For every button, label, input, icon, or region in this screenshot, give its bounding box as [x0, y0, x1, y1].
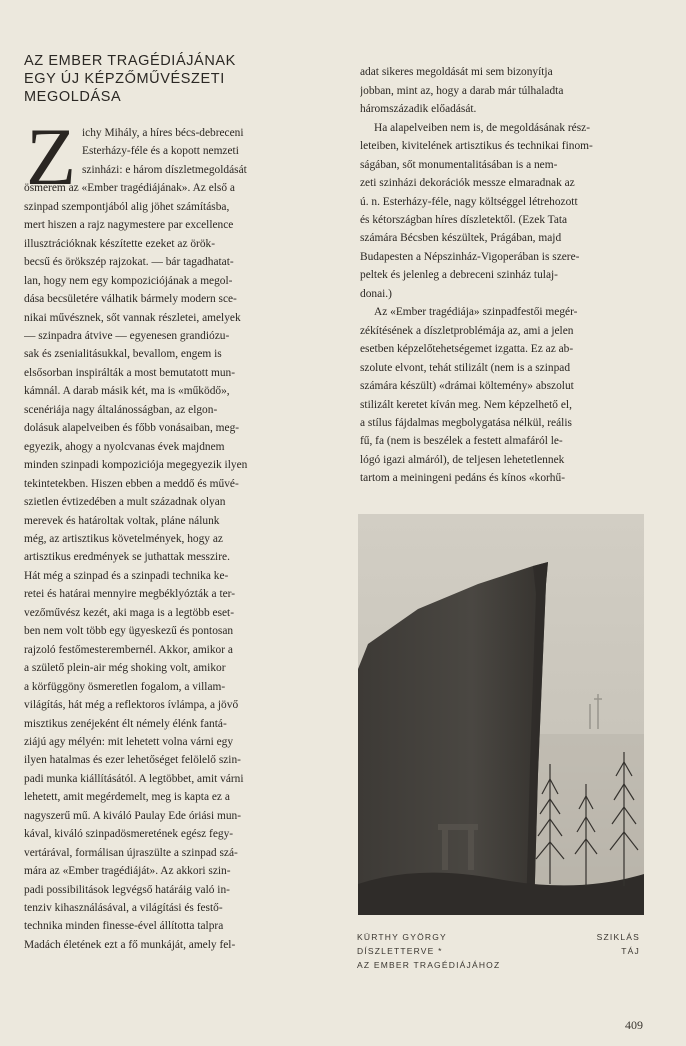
illustration-rocky-landscape: [358, 514, 644, 915]
text-line: még, az artisztikus követelmények, hogy az: [24, 532, 223, 545]
text-line: tekintetekben. Hiszen ebben a meddő és művé-: [24, 477, 239, 490]
text-line: adat sikeres megoldását mi sem bizonyítja: [360, 66, 553, 79]
text-line: ú. n. Esterházy-féle, nagy költséggel létrehozott: [360, 195, 578, 208]
text-line: scenériája nagy általánosságban, az elgon-: [24, 403, 218, 416]
text-line: rajzoló festőmesterembernél. Akkor, amikor a: [24, 643, 233, 656]
text-line: tartom a meiningeni pedáns és kínos «korhű-: [360, 472, 565, 485]
right-column-text: [360, 63, 645, 487]
drop-cap: Z: [26, 111, 77, 202]
text-line: leteiben, kivitelének artisztikus és technikai finom-: [360, 140, 593, 153]
text-line: donai.): [360, 287, 392, 300]
text-line: a körfüggöny ösmeretlen fogalom, a villam-: [24, 680, 226, 693]
text-line: dása becsületére válhatik bármely modern sce-: [24, 293, 237, 306]
text-line: padi possibilitások legvégső határáig való in-: [24, 883, 230, 896]
article-title: [24, 52, 322, 106]
text-line: ichy Mihály, a híres bécs-debreceni: [82, 127, 244, 139]
text-line: Az «Ember tragédiája» szinpadfestői megér-: [374, 306, 578, 319]
text-line: lan, hogy nem egy kompoziciójának a megol-: [24, 274, 233, 287]
text-line: világítás, hát még a reflektoros ívlámpa, a jövő: [24, 699, 239, 712]
text-line: fű, fa (nem is beszélek a festett almafáról le-: [360, 435, 563, 448]
text-line: ziájú agy mélyén: mit lehetett volna várni egy: [24, 735, 234, 748]
text-line: Madách életének ezt a fő munkáját, amely fel-: [24, 938, 236, 951]
caption-line: TÁJ: [621, 946, 640, 956]
caption-line: KÜRTHY GYÖRGY: [357, 932, 447, 942]
caption-line: SZIKLÁS: [596, 932, 640, 942]
caption-line: DÍSZLETTERVE *: [357, 946, 443, 956]
title-line: MEGOLDÁSA: [24, 89, 122, 105]
text-line: kámnál. A darab másik két, ma is «működő»,: [24, 385, 230, 398]
text-line: szinpad szempontjából alig jöhet számításba,: [24, 200, 230, 213]
text-line: elsősorban inspirálták a most bemutatott mun-: [24, 366, 236, 379]
text-line: Budapesten a Népszinház-Vigoperában is szere-: [360, 250, 580, 263]
text-line: retei és határai mennyire megbéklyózták a ter-: [24, 588, 236, 601]
text-line: a stílus fájdalmas megbolygatása nélkül, reális: [360, 417, 572, 429]
text-line: jobban, mint az, hogy a darab már túlhaladta: [360, 84, 564, 97]
text-line: háromszázadik előadását.: [360, 103, 477, 116]
text-line: peltek és jelenleg a debreceni szinház tulaj-: [360, 269, 558, 282]
text-line: illusztrációknak készítette ezeket az örök-: [24, 237, 216, 250]
text-line: — szinpadra átvive — egyenesen grandiózu-: [24, 329, 230, 342]
stage-design-drawing: [358, 514, 644, 915]
text-line: Esterházy-féle és a kopott nemzeti: [82, 145, 239, 158]
text-line: számára készült) «drámai költemény» abszolut: [360, 380, 574, 393]
text-line: szinházi: e három díszletmegoldását: [82, 163, 247, 176]
text-line: mert hiszen a rajz nagymestere par excellence: [24, 219, 234, 232]
text-line: misztikus zenéjeként élt némely élénk fantá-: [24, 717, 227, 730]
text-line: padi munka kiállításától. A legtöbbet, amit várni: [24, 772, 244, 785]
text-line: tenziv kihasználásával, a világítási és festő-: [24, 902, 223, 915]
text-line: sak és zsenialitásukkal, bevallom, engem is: [24, 348, 222, 361]
text-line: mára az «Ember tragédiáját». Az akkori szin-: [24, 865, 231, 878]
figure-caption-right: [594, 930, 640, 958]
figure-caption-left: [357, 930, 500, 972]
text-line: stilizált keretet kíván meg. Nem képzelhető el,: [360, 398, 572, 411]
right-column: [360, 52, 645, 499]
text-line: szietlen évtizedében a mult századnak olyan: [24, 496, 226, 509]
text-line: technika minden finesse-ével állította talpra: [24, 920, 224, 933]
left-column: [24, 52, 322, 954]
text-line: zékítésének a díszletproblémája az, ami a jelen: [360, 324, 574, 337]
text-line: egyezik, ahogy a nyolcvanas évek majdnem: [24, 440, 225, 453]
text-line: zeti szinházi dekorációk messze elmaradnak az: [360, 177, 575, 190]
text-line: dolásuk alapelveiben és főbb vonásaiban, meg-: [24, 422, 240, 435]
text-line: szolute elvont, tehát stilizált (nem is a szinpad: [360, 361, 571, 374]
text-line: lógó igazi almáról), de teljesen lehetetlennek: [360, 453, 565, 466]
text-line: ilyen hatalmas és ezer lehetőséget felölelő szin-: [24, 754, 241, 767]
text-line: és kétországban híres díszletektől. (Ezek Tata: [360, 214, 568, 227]
page-number: 409: [625, 1018, 643, 1032]
text-line: lehetett, amit megérdemelt, meg is kapta ez a: [24, 791, 230, 804]
text-line: ben nem volt több egy ügyeskezű és pontosan: [24, 625, 234, 638]
text-line: Ha alapelveiben nem is, de megoldásának rész-: [374, 121, 591, 134]
left-column-text: [24, 124, 322, 954]
text-line: nikai művésznek, sőt vannak részletei, amelyek: [24, 311, 241, 324]
text-line: becsű és örökszép rajzokat. — bár tagadhatat-: [24, 256, 234, 269]
text-line: vertárával, formálisan újraszülte a szinpad szá-: [24, 846, 238, 859]
caption-line: AZ EMBER TRAGÉDIÁJÁHOZ: [357, 960, 501, 970]
text-line: számára Bécsben készültek, Prágában, majd: [360, 232, 562, 245]
text-line: vezőművész kezét, aki maga is a legtöbb eset-: [24, 606, 235, 619]
text-line: Hát még a szinpad és a szinpadi technika ke-: [24, 569, 229, 582]
text-line: esetben képzelőtehetségemet izgatta. Ez az ab-: [360, 343, 574, 356]
text-line: merevek és határoltak voltak, pláne nálunk: [24, 514, 220, 527]
text-line: kával, kiváló szinpadösmeretének egész fegy-: [24, 828, 234, 841]
text-line: minden szinpadi kompoziciója megegyezik ilyen: [24, 459, 248, 472]
text-line: ságában, sőt monumentalitásában is a nem-: [360, 158, 558, 171]
title-line: EGY ÚJ KÉPZŐMŰVÉSZETI: [24, 71, 225, 87]
text-line: nagyszerű mű. A kiváló Paulay Ede óriási mun-: [24, 809, 242, 822]
article-body-left: [24, 111, 322, 954]
text-line: artisztikus eredmények se juthattak messzire.: [24, 551, 230, 564]
text-line: a születő plein-air még shoking volt, amikor: [24, 662, 226, 675]
title-line: AZ EMBER TRAGÉDIÁJÁNAK: [24, 53, 236, 69]
text-line: ösmerem az «Ember tragédiájának». Az első a: [24, 182, 235, 195]
